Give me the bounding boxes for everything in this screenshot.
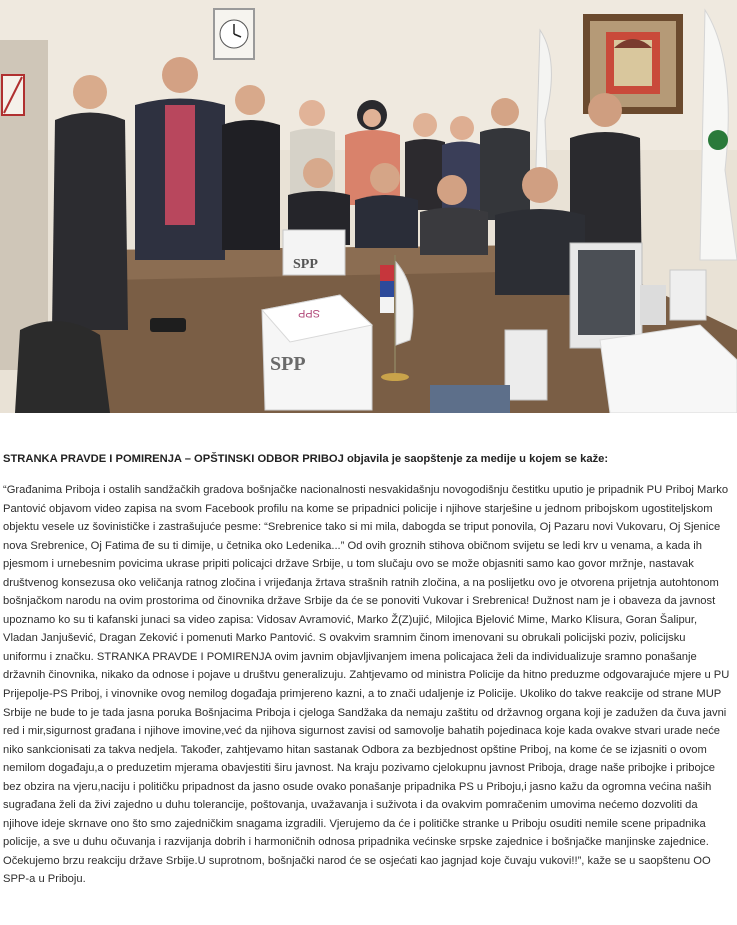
svg-text:SPP: SPP xyxy=(293,257,318,272)
chair xyxy=(15,321,110,413)
article-body: “Građanima Priboja i ostalih sandžačkih gradova bošnjačke nacionalnosti nesvakidašnju novogodišnju čestitku uputio je pripadnik PU Priboj Marko Pantović objavom video zapisa na svom Facebook profilu na kome se pripadnici policije i njihove starješine u jednom pribojskom ugostiteljskom objektu vesele uz šovinističke i zastrašujuće pesme: “Srebrenice tako si mi mila, dabogda se triput ponovila, Oj Pazaru novi Vukovaru, Oj Sjenice nova Srebrenice, Oj Fatima đe su ti dimije, u četnika oko Ledenika...” Od ovih groznih stihova običnom svijetu se ledi krv u venama, a kada ih pjesmom i urnebesnim povicima ukrase pripiti policajci države Srbije, u tom slučaju ovo se može objasniti samo kao govor mržnje, nastavak društvenog konsezusa oko veličanja ratnog zločina i vrijeđanja žrtava strašnih ratnih zločina, a na poslijetku ovo je otvorena prijetnja autohtonom bošnjačkom narodu na ovim prostorima od činovnika države Srbije da će se ponoviti Vukovar i Srebrenica! Dužnost nam je i obaveza da javnost upoznamo ko su ti kafanski junaci sa video zapisa: Vidosav Avramović, Marko Ž(Z)ujić, Milojica Bjelović Mime, Marko Klisura, Goran Šalipur, Vladan Janjušević, Dragan Zeković i pomenuti Marko Pantović. S ovakvim sramnim činom imenovani su obrukali policijski poziv, policijsku uniformu i značku. STRANKA PRAVDE I POMIRENJA ovim javnim objavljivanjem imena policajaca želi da individualizuje sramno ponašanje državnih činovnika, nikako da odnose i pojave u društvu generalizuju. Zahtjevamo od ministra Policije da hitno preduzme odgovarajuće mjere u PU Prijepolje-PS Priboj, i vinovnike ovog nemilog događaja primjereno kazni, a to znači udaljenje iz Policije. Ukoliko do takve reakcije od strane MUP Srbije ne bude to je tada jasna poruka Bošnjacima Priboja i cjeloga Sandžaka da nemaju zaštitu od državnog organa koji je zadužen da čuva javni red i mir,sigurnost građana i njihove imovine,već da njihova sigurnost zavisi od samovolje bahatih pojedinaca koje kada ovakve stvari urade neće niko sankcionisati za takva nedjela. Također, zahtjevamo hitan sastanak Odbora za bezbjednost opštine Priboj, na kome će se izjasniti o ovom nemilom događaju,a o preduzetim mjerama obavjestiti širu javnost. Na kraju pozivamo cjelokupnu javnost Priboja, drage naše pribojke i pribojce bez obzira na vjeru,naciju i političku pripadnost da jasno osude ovako ponašanje pripadnika PS u Priboju,i jasno kažu da ogromna većina naših sugrađana želi da živi zajedno u duhu tolerancije, poštovanja, uvažavanja i suživota i da ovakvim pomračenim umovima nećemo dozvoliti da njihove ideje skrnave ono što smo zajedničkim snagama izgradili. Vjerujemo da će i političke stranke u Priboju osuditi nemile scene pripadnika policije, a sve u duhu očuvanja i razvijanja dobrih i harmoničnih odnosa pripadnika većinske srpske zajednice i bošnjačke manjinske zajednice. Očekujemo brzu reakciju države Srbije.U suprotnom, bošnjački narod će se osjećati kao jagnjad koje čuvaju vukovi!!”, kaže se u saopštenu OO SPP-a u Priboju. xyxy=(3,484,730,886)
phone xyxy=(150,318,186,332)
ballot-box-large xyxy=(262,295,372,410)
photo-illustration xyxy=(0,0,737,413)
svg-text:SPP: SPP xyxy=(270,353,306,375)
group-photo xyxy=(0,0,737,413)
article-lead: STRANKA PRAVDE I POMIRENJA – OPŠTINSKI ODBOR PRIBOJ objavila je saopštenje za medije u kojem se kaže: xyxy=(3,453,609,465)
svg-text:SPP: SPP xyxy=(297,307,320,319)
wall-clock xyxy=(214,9,254,59)
ballot-box-small xyxy=(283,230,345,275)
article xyxy=(3,452,731,889)
